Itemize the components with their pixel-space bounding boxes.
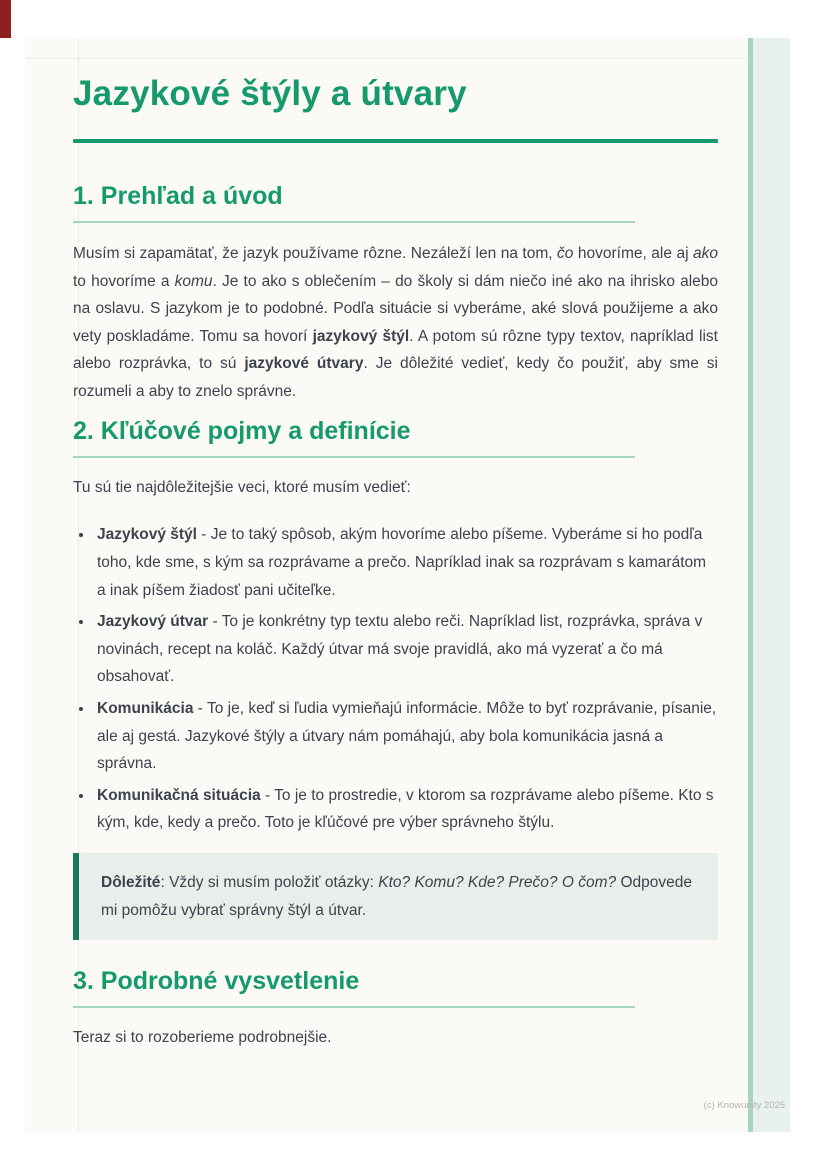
content-column xyxy=(73,38,718,1052)
concept-definition: - To je konkrétny typ textu alebo reči. Napríklad list, rozprávka, správa v novinách, recept na koláč. Každý útvar má svoje pravidlá, ako má vyzerať a čo má obsahovať. xyxy=(97,613,703,686)
details-lead: Teraz si to rozoberieme podrobnejšie. xyxy=(73,1029,332,1047)
section-heading-2: 2. Kľúčové pojmy a definície xyxy=(73,416,411,445)
concept-term: Jazykový útvar xyxy=(97,613,209,631)
document-page xyxy=(25,38,790,1132)
concepts-lead: Tu sú tie najdôležitejšie veci, ktoré musím vedieť: xyxy=(73,478,411,496)
concept-list xyxy=(73,521,718,837)
list-item xyxy=(94,521,718,604)
corner-mark xyxy=(0,0,11,38)
list-item xyxy=(94,695,718,778)
concept-term: Jazykový štýl xyxy=(97,526,197,544)
page-title: Jazykové štýly a útvary xyxy=(73,74,467,113)
section-heading-1: 1. Prehľad a úvod xyxy=(73,181,283,210)
section-heading-3: 3. Podrobné vysvetlenie xyxy=(73,967,360,996)
list-item xyxy=(94,608,718,691)
intro-paragraph: Musím si zapamätať, že jazyk používame rôzne. Nezáleží len na tom, čo hovoríme, ale aj ako to hovoríme a komu. Je to ako s oblečením – do školy si dám niečo iné ako na ihrisko alebo na oslavu. S jazykom je to podobné. Podľa situácie si vyberáme, aké slová použijeme a ako vety poskladáme. Tomu sa hovorí jazykový štýl. A potom sú rôzne typy textov, napríklad list alebo rozprávka, to sú jazykové útvary. Je dôležité vedieť, kedy čo použiť, aby sme si rozumeli a aby to znelo správne. xyxy=(73,245,719,400)
concept-term: Komunikačná situácia xyxy=(97,786,261,804)
list-item xyxy=(94,782,718,837)
concept-definition: - Je to taký spôsob, akým hovoríme alebo píšeme. Vyberáme si ho podľa toho, kde sme, s kým sa rozprávame a prečo. Napríklad inak sa rozprávam s kamarátom a inak píšem žiadosť pani učiteľke. xyxy=(97,526,707,599)
concept-term: Komunikácia xyxy=(97,699,194,717)
concept-definition: - To je, keď si ľudia vymieňajú informácie. Môže to byť rozprávanie, písanie, ale aj gestá. Jazykové štýly a útvary nám pomáhajú, aby bola komunikácia jasná a správna. xyxy=(97,699,717,773)
section-underline-2 xyxy=(73,456,635,458)
right-margin-panel xyxy=(753,38,790,1132)
concept-definition: - To je to prostredie, v ktorom sa rozprávame alebo píšeme. Kto s kým, kde, kedy a prečo. Toto je kľúčové pre výber správneho štýlu. xyxy=(97,786,714,832)
section-underline-1 xyxy=(73,221,635,223)
callout-box: Dôležité: Vždy si musím položiť otázky: Kto? Komu? Kde? Prečo? O čom? Odpovede mi pomôžu vybrať správny štýl a útvar. xyxy=(73,853,718,940)
section-underline-3 xyxy=(73,1006,635,1008)
footer-credit: (c) Knowunity 2025 xyxy=(703,1100,785,1111)
title-rule xyxy=(73,139,718,143)
